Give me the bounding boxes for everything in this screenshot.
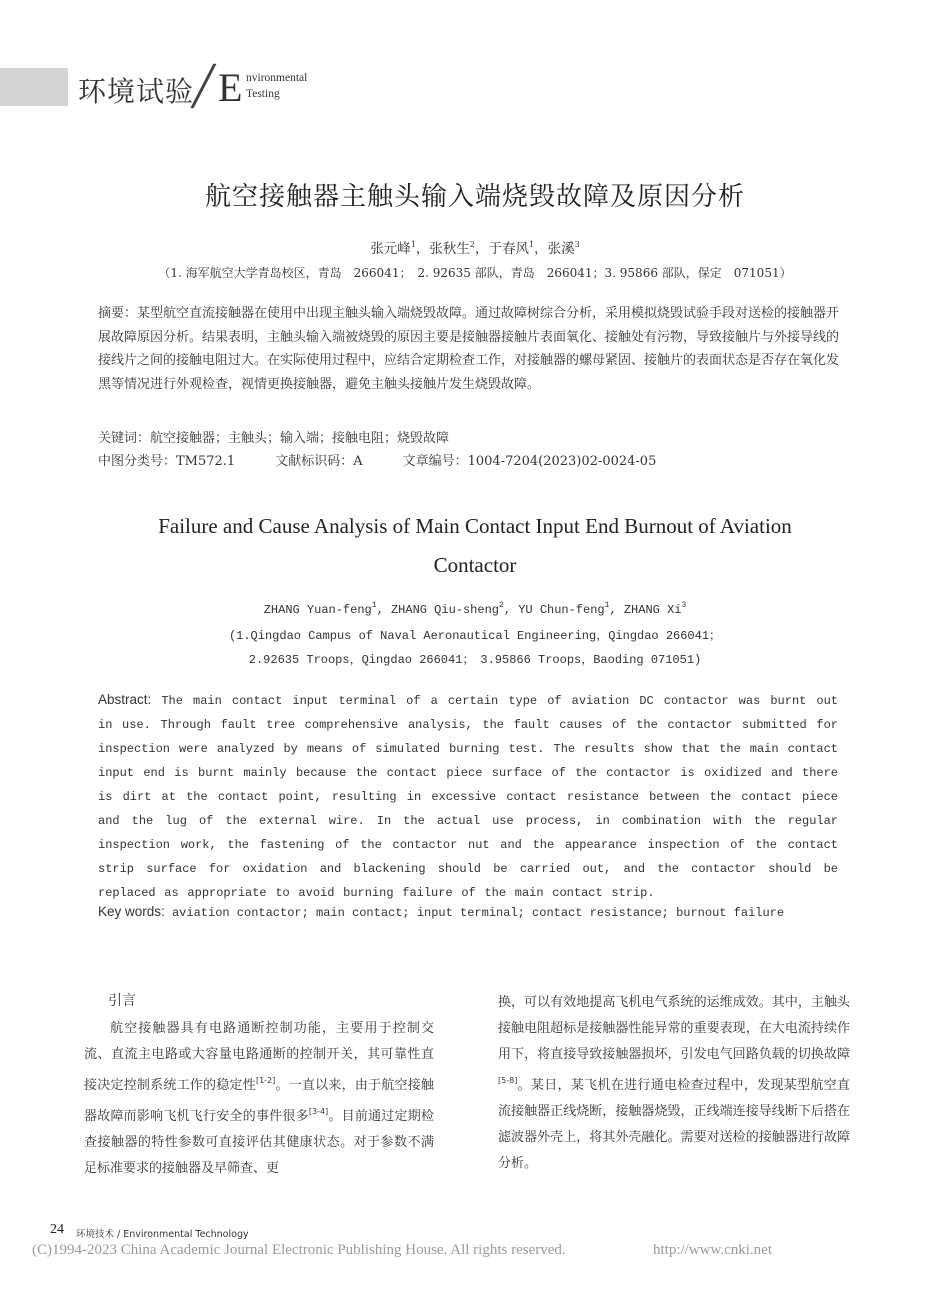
clc-number: 中图分类号：TM572.1 [98, 454, 236, 469]
author-affiliation-mark: 1 [410, 240, 416, 249]
body-paragraph [84, 1016, 434, 1182]
author-separator: , [503, 603, 519, 617]
author-name: ZHANG Qiu-sheng [390, 603, 499, 617]
footer-journal-name: 环境技术 / Environmental Technology [76, 1229, 249, 1240]
paper-title-cn: 航空接触器主触头输入端烧毁故障及原因分析 [204, 182, 745, 212]
author-separator: ， [415, 241, 430, 257]
paragraph-text: 换，可以有效地提高飞机电气系统的运维成效。其中，主触头接触电阻超标是接触器性能异常的重要表现，在大电流持续作用下，将直接导致接触器损坏，引发电气回路负载的切换故障 [498, 995, 850, 1062]
paragraph-text: 。目前通过定期检查接触器的特性参数可直接评估其健康状态。对于参数不满足标准要求的接触器及早筛查、更 [84, 1109, 434, 1176]
paragraph-text: 航空接触器具有电路通断控制功能，主要用于控制交流、直流主电路或大容量电路通断的控制开关，其可靠性直接决定控制系统工作的稳定性 [84, 1021, 434, 1093]
affiliations-en-line1: (1.Qingdao Campus of Naval Aeronautical Engineering，Qingdao 266041； [228, 629, 722, 643]
keywords-en [98, 904, 784, 920]
abstract-en-text: The main contact input terminal of a certain type of aviation DC contactor was burnt out in use. Through fault tree comprehensive analysis, the fault causes of the contactor submitted for inspection were analyzed by means of simulated burning test. The results show that the main contact input end is burnt mainly because the contact piece surface of the contactor is oxidized and there is dirt at the contact point, resulting in excessive contact resistance between the contact piece and the lug of the external wire. In the actual use process, in combination with the regular inspection work, the fastening of the contactor nut and the appearance inspection of the contact strip surface for oxidation and blackening should be carried out, and the contactor should be replaced as appropriate to avoid burning failure of the main contact strip. [98, 694, 839, 900]
author-separator: ， [475, 241, 489, 257]
citation: [5-8] [498, 1076, 518, 1085]
journal-name-en-line2: Testing [246, 88, 280, 100]
author-name: 于春风 [488, 241, 529, 257]
author-affiliation-mark: 1 [371, 601, 377, 610]
citation: [1-2] [255, 1076, 276, 1085]
keywords-cn: 关键词：航空接触器；主触头；输入端；接触电阻；烧毁故障 [98, 431, 450, 446]
author-separator: , [609, 603, 624, 617]
author-name: 张秋生 [429, 241, 470, 257]
authors-cn [0, 237, 950, 257]
journal-name-en-initial: E [218, 65, 243, 110]
author-name: ZHANG Xi [623, 603, 682, 617]
author-separator: , [376, 603, 391, 617]
authors-en [0, 601, 950, 617]
paper-title-en-line2: Contactor [433, 553, 517, 577]
author-affiliation-mark: 1 [529, 240, 535, 249]
author-name: YU Chun-feng [518, 603, 605, 617]
paragraph-text: 。某日，某飞机在进行通电检查过程中，发现某型航空直流接触器正线烧断，接触器烧毁，正线端连接导线断下后搭在滤波器外壳上，将其外壳融化。需要对送检的接触器进行故障分析。 [498, 1078, 850, 1171]
keywords-en-text: aviation contactor; main contact; input terminal; contact resistance; burnout failure [171, 906, 785, 920]
body-column-right [498, 990, 850, 1177]
journal-divider: ╱ [192, 64, 215, 108]
author-affiliation-mark: 2 [469, 240, 475, 249]
body-column-left [84, 1016, 434, 1182]
document-code: 文献标识码：A [275, 454, 363, 469]
author-separator: ， [534, 241, 548, 257]
author-name: 张元峰 [370, 241, 411, 257]
paragraph-text: 。一直以来，由于航空接触器故障而影响飞机飞行安全的事件很多 [84, 1078, 434, 1124]
header-band [0, 68, 68, 106]
keywords-en-label: Key words: [98, 904, 165, 919]
author-affiliation-mark: 3 [681, 601, 687, 610]
classification-line [98, 450, 656, 474]
article-number: 文章编号：1004-7204(2023)02-0024-05 [402, 454, 657, 469]
author-affiliation-mark: 3 [574, 240, 580, 249]
section-heading-introduction: 引言 [108, 993, 136, 1009]
abstract-en-label: Abstract: [98, 692, 152, 707]
affiliations-cn: （1. 海军航空大学青岛校区，青岛 266041； 2. 92635 部队，青岛 266041；3. 95866 部队，保定 071051） [158, 266, 792, 280]
author-name: ZHANG Yuan-feng [263, 603, 372, 617]
abstract-cn: 摘要：某型航空直流接触器在使用中出现主触头输入端烧毁故障。通过故障树综合分析，采用模拟烧毁试验手段对送检的接触器开展故障原因分析。结果表明，主触头输入端被烧毁的原因主要是接触器接触片表面氧化、接触处有污物，导致接触片与外接导线的接线片之间的接触电阻过大。在实际使用过程中，应结合定期检查工作，对接触器的螺母紧固、接触片的表面状态是否存在氧化发黑等情况进行外观检查，视情更换接触器，避免主触头接触片发生烧毁故障。 [98, 306, 840, 392]
page-number: 24 [50, 1222, 64, 1237]
author-affiliation-mark: 1 [604, 601, 610, 610]
citation: [3-4] [308, 1107, 329, 1116]
paper-title-en-line1: Failure and Cause Analysis of Main Contact Input End Burnout of Aviation [158, 514, 792, 538]
author-name: 张溪 [547, 241, 575, 257]
abstract-en [98, 688, 838, 905]
affiliations-en-line2: 2.92635 Troops，Qingdao 266041； 3.95866 Troops，Baoding 071051) [248, 653, 702, 667]
journal-name-cn: 环境试验 [78, 75, 195, 108]
author-affiliation-mark: 2 [499, 601, 504, 610]
journal-name-en-line1: nvironmental [246, 72, 308, 84]
publisher-url: http://www.cnki.net [653, 1242, 773, 1258]
copyright-notice: (C)1994-2023 China Academic Journal Electronic Publishing House. All rights reserved. [32, 1242, 566, 1258]
